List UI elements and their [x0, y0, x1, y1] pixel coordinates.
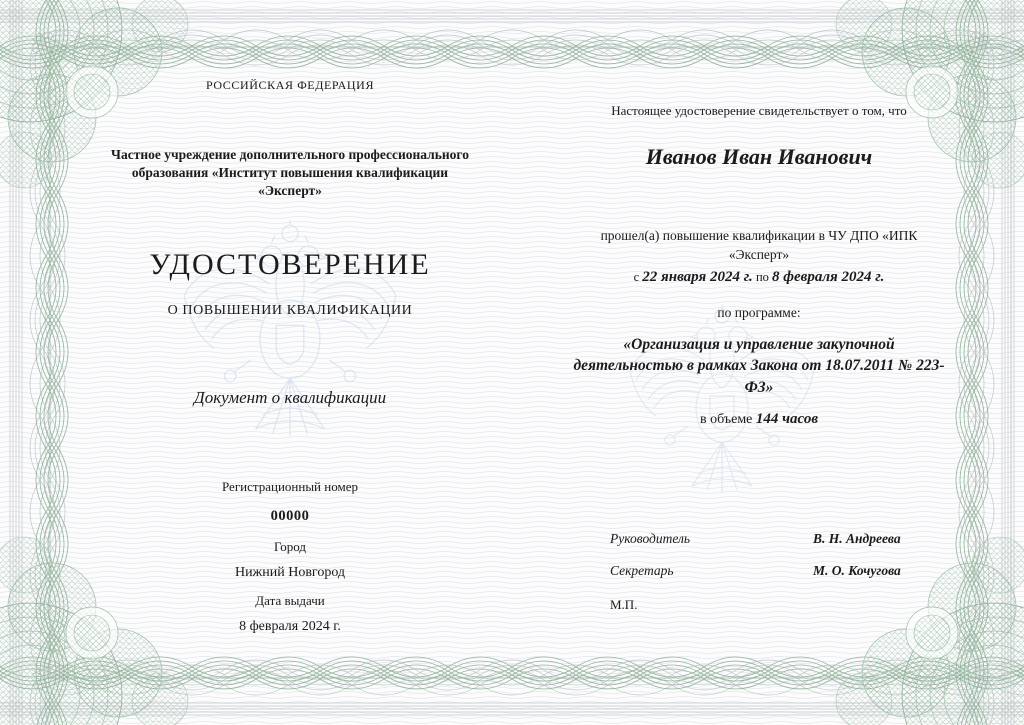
document-type-label: Документ о квалификации	[193, 388, 387, 407]
completion-text: прошел(а) повышение квалификации в ЧУ ДПО «ИПК «Эксперт»	[600, 228, 918, 262]
city-label: Город	[273, 539, 307, 554]
period-prefix: с	[633, 270, 640, 284]
volume-prefix: в объеме	[699, 412, 753, 427]
country-heading: РОССИЙСКАЯ ФЕДЕРАЦИЯ	[205, 78, 375, 92]
secretary-role-label: Секретарь	[610, 563, 674, 578]
course-volume	[568, 411, 950, 428]
training-period	[568, 269, 950, 286]
director-role-label: Руководитель	[610, 531, 691, 546]
institution-name: Частное учреждение дополнительного профессионального образования «Институт повышения квалификации «Эксперт»	[111, 147, 469, 199]
secretary-name: М. О. Кочугова	[813, 563, 901, 578]
period-middle: по	[755, 270, 769, 284]
registration-number-label: Регистрационный номер	[222, 479, 358, 494]
stamp-place-label: М.П.	[610, 597, 638, 612]
program-title: «Организация и управление закупочной деятельностью в рамках Закона от 18.07.2011 № 223-ФЗ»	[573, 336, 945, 396]
signature-row-director	[568, 531, 950, 551]
signature-row-secretary	[568, 563, 950, 583]
period-end-date: 8 февраля 2024 г.	[772, 269, 885, 285]
certificate-subtitle: О ПОВЫШЕНИИ КВАЛИФИКАЦИИ	[167, 303, 413, 318]
director-name: В. Н. Андреева	[813, 531, 901, 546]
period-start-date: 22 января 2024 г.	[642, 269, 753, 285]
issue-date-label: Дата выдачи	[255, 593, 325, 608]
registration-number-value: 00000	[270, 508, 310, 524]
issue-date-value: 8 февраля 2024 г.	[239, 619, 341, 634]
attestation-statement: Настоящее удостоверение свидетельствует о том, что	[611, 103, 907, 118]
program-label: по программе:	[717, 305, 801, 320]
certificate-title: УДОСТОВЕРЕНИЕ	[149, 248, 431, 281]
city-value: Нижний Новгород	[234, 565, 346, 580]
volume-value: 144 часов	[755, 411, 819, 427]
holder-name: Иванов Иван Иванович	[645, 144, 873, 169]
